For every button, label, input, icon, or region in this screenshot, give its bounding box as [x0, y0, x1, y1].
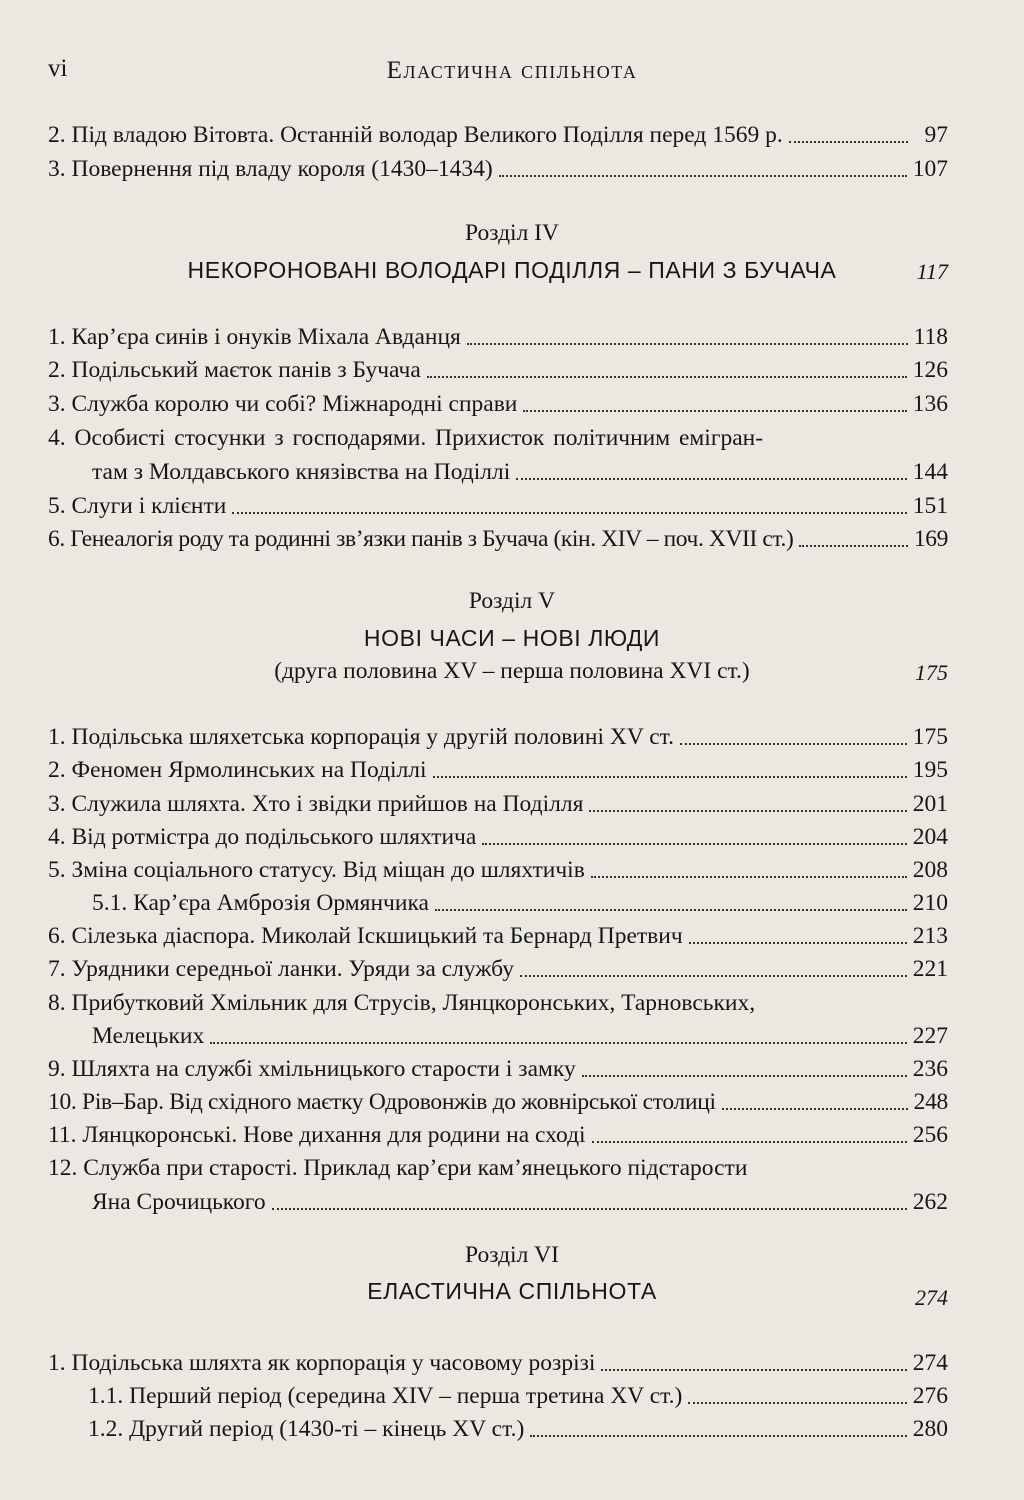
toc-entry: [48, 820, 948, 852]
toc-entry: [48, 1151, 948, 1183]
toc-entry: [48, 853, 948, 885]
toc-entry-title: 12. Служба при старості. Приклад кар’єри кам’янецького підстарости: [48, 1155, 748, 1181]
toc-entry-title: 8. Прибутковий Хмільник для Струсів, Лянцкоронських, Тарновських,: [48, 990, 756, 1016]
toc-entry-page: 213: [912, 923, 948, 949]
toc-entry-title-cont: Яна Срочицького: [92, 1189, 266, 1215]
dot-leader: [601, 1369, 906, 1371]
toc-entry: [48, 421, 948, 453]
toc-subentry: [92, 886, 948, 918]
dot-leader: [688, 1402, 906, 1404]
toc-entry-page: 175: [912, 724, 948, 750]
section-label: Розділ VI: [465, 1242, 559, 1268]
toc-entry-title: 11. Лянцкоронські. Нове дихання для родини на сході: [48, 1122, 586, 1148]
dot-leader: [530, 1435, 906, 1437]
section-page: 274: [915, 1285, 948, 1310]
toc-entry-title: 1. Подільська шляхетська корпорація у другій половині XV ст.: [48, 724, 675, 750]
dot-leader: [272, 1208, 907, 1210]
toc-entry: [48, 1085, 948, 1117]
toc-entry: [48, 1052, 948, 1084]
toc-entry: [48, 986, 948, 1018]
dot-leader: [427, 376, 907, 378]
toc-entry-page: 256: [912, 1122, 948, 1148]
section-label: Розділ IV: [465, 220, 559, 246]
toc-entry-title: 6. Генеалогія роду та родинні зв’язки панів з Бучача (кін. XIV – поч. XVII ст.): [48, 526, 794, 552]
dot-leader: [592, 1141, 907, 1143]
dot-leader: [433, 776, 907, 778]
toc-entry: [48, 787, 948, 819]
toc-entry-title: 1. Подільська шляхта як корпорація у часовому розрізі: [48, 1350, 596, 1376]
toc-entry: [48, 522, 948, 554]
toc-entry-page: 208: [912, 857, 948, 883]
dot-leader: [520, 975, 907, 977]
toc-entry-page: 280: [912, 1416, 948, 1442]
dot-leader: [799, 545, 908, 547]
toc-entry-title: 3. Служба королю чи собі? Міжнародні справи: [48, 391, 518, 417]
toc-entry-title: 1.1. Перший період (середина XIV – перша третина XV ст.): [88, 1383, 683, 1409]
dot-leader: [210, 1042, 907, 1044]
toc-entry-page: 204: [912, 824, 948, 850]
dot-leader: [582, 1075, 907, 1077]
toc-entry: [48, 353, 948, 385]
toc-entry-title: 3. Повернення під владу короля (1430–1434): [48, 156, 493, 182]
toc-entry: [48, 118, 948, 150]
toc-entry-title: 5. Зміна соціального статусу. Від міщан до шляхтичів: [48, 857, 585, 883]
toc-entry-page: 169: [913, 526, 948, 552]
toc-entry-page: 136: [912, 391, 948, 417]
toc-entry-title: 1. Кар’єра синів і онуків Міхала Авданця: [48, 324, 461, 350]
dot-leader: [516, 478, 906, 480]
toc-entry: [48, 919, 948, 951]
page-number: vi: [48, 55, 68, 82]
toc-entry-page: 195: [912, 757, 948, 783]
toc-entry-title: 10. Рів–Бар. Від східного маєтку Одровонжів до жовнірської столиці: [48, 1089, 716, 1115]
toc-entry-title: 2. Під владою Вітовта. Останній володар Великого Поділля перед 1569 р.: [48, 122, 783, 148]
dot-leader: [789, 141, 908, 143]
toc-entry-page: 262: [912, 1189, 948, 1215]
toc-entry: [48, 1346, 948, 1378]
toc-entry-title: 5.1. Кар’єра Амброзія Ормянчика: [92, 890, 429, 916]
toc-entry-page: 210: [912, 890, 948, 916]
toc-entry-continuation: [92, 455, 948, 487]
dot-leader: [232, 512, 906, 514]
section-title: НЕКОРОНОВАНІ ВОЛОДАРІ ПОДІЛЛЯ – ПАНИ З БУЧАЧА: [187, 257, 837, 283]
toc-entry-page: 144: [912, 459, 948, 485]
toc-entry-page: 276: [912, 1383, 948, 1409]
toc-entry-page: 248: [913, 1089, 948, 1115]
section-title: НОВІ ЧАСИ – НОВІ ЛЮДИ: [363, 625, 661, 651]
toc-entry-page: 118: [913, 324, 948, 350]
toc-entry-title-cont: Мелецьких: [92, 1023, 205, 1049]
dot-leader: [435, 909, 907, 911]
toc-entry-page: 201: [912, 791, 948, 817]
dot-leader: [482, 843, 906, 845]
toc-entry-title: 5. Слуги і клієнти: [48, 493, 227, 519]
toc-entry: [48, 152, 948, 184]
section-subtitle: (друга половина XV – перша половина XVI ст.): [274, 658, 750, 684]
toc-entry: [48, 720, 948, 752]
running-title: Еластична спільнота: [386, 57, 638, 84]
dot-leader: [591, 876, 907, 878]
toc-subentry: [88, 1379, 948, 1411]
toc-entry-page: 107: [912, 156, 948, 182]
toc-entry-continuation: [92, 1185, 948, 1217]
dot-leader: [722, 1108, 908, 1110]
toc-entry-continuation: [92, 1019, 948, 1051]
section-title: ЕЛАСТИЧНА СПІЛЬНОТА: [367, 1278, 657, 1304]
dot-leader: [467, 343, 908, 345]
running-head: [0, 55, 1024, 89]
toc-entry-title: 1.2. Другий період (1430-ті – кінець XV ст.): [88, 1416, 525, 1442]
toc-entry-page: 97: [924, 122, 948, 148]
toc-entry-title: 4. Особисті стосунки з господарями. Прихисток політичним емігран-: [48, 425, 764, 451]
section-label: Розділ V: [468, 588, 556, 614]
toc-entry-title: 6. Сілезька діаспора. Миколай Іскшицький та Бернард Претвич: [48, 923, 683, 949]
toc-entry-page: 274: [912, 1350, 948, 1376]
toc-entry-title: 7. Урядники середньої ланки. Уряди за службу: [48, 956, 514, 982]
toc-entry: [48, 1118, 948, 1150]
toc-entry-page: 126: [912, 357, 948, 383]
toc-entry: [48, 320, 948, 352]
toc-entry-page: 151: [912, 493, 948, 519]
toc-entry: [48, 952, 948, 984]
toc-subentry: [88, 1412, 948, 1444]
dot-leader: [523, 410, 906, 412]
dot-leader: [689, 942, 907, 944]
section-page: 175: [915, 660, 948, 685]
toc-entry: [48, 489, 948, 521]
toc-entry: [48, 387, 948, 419]
toc-entry-page: 221: [912, 956, 948, 982]
dot-leader: [499, 175, 907, 177]
toc-entry-title: 2. Феномен Ярмолинських на Поділлі: [48, 757, 427, 783]
toc-entry-title-cont: там з Молдавського князівства на Поділлі: [92, 459, 511, 485]
toc-entry: [48, 753, 948, 785]
toc-entry-title: 9. Шляхта на службі хмільницького старости і замку: [48, 1056, 576, 1082]
dot-leader: [680, 743, 907, 745]
dot-leader: [589, 810, 906, 812]
toc-entry-page: 236: [912, 1056, 948, 1082]
toc-entry-title: 4. Від ротмістра до подільського шляхтича: [48, 824, 477, 850]
toc-entry-page: 227: [912, 1023, 948, 1049]
section-page: 117: [916, 259, 948, 284]
toc-entry-title: 3. Служила шляхта. Хто і звідки прийшов на Поділля: [48, 791, 584, 817]
toc-entry-title: 2. Подільський маєток панів з Бучача: [48, 357, 421, 383]
